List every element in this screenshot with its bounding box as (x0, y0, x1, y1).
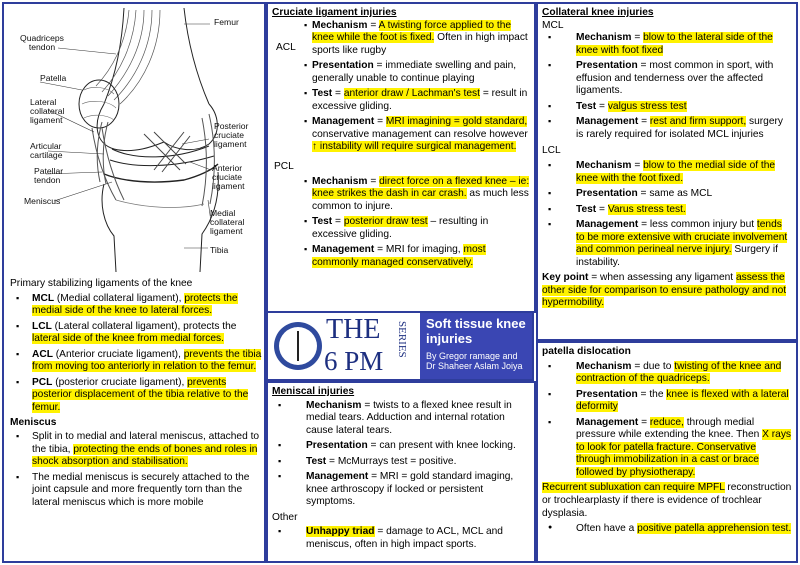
acl-presentation: ▪ Presentation = immediate swelling and pain, generally unable to continue playing (298, 60, 530, 85)
logo-series: SERIES (396, 321, 408, 358)
list-item-acl: ▪ ACL (Anterior cruciate ligament), prevents the tibia from moving too anteriorly in relation to the femur. (10, 349, 262, 374)
mcl-presentation: ▪ Presentation = most common in sport, with effusion and tenderness over the affected ligaments. (542, 60, 792, 98)
label-meniscus: Meniscus (24, 196, 61, 206)
acl-management: ▪ Management = MRI imagining = gold standard, conservative management can resolve however ↑ instability will require surgical management. (298, 116, 530, 154)
meniscal-title: Meniscal injuries (272, 386, 355, 397)
mcl-test: ▪ Test = valgus stress test (542, 101, 792, 114)
up-arrow-icon: ↑ (312, 141, 318, 153)
panel-patella (536, 341, 798, 563)
mcl-management: ▪ Management = rest and firm support, surgery is rarely required for isolated MCL injuries (542, 116, 792, 141)
page-title: Soft tissue knee injuries (426, 316, 526, 347)
label-patella: Patella (40, 73, 67, 83)
key-point: Key point = when assessing any ligament assess the other side for comparison to ensure pathology and not hypermobility. (542, 272, 787, 309)
meniscal-test: ▪ Test = McMurrays test = positive. (272, 456, 530, 469)
acl-label: ACL (276, 41, 296, 53)
label-femur: Femur (214, 17, 239, 27)
meniscal-management: ▪ Management = MRI = gold standard imaging, knee arthroscopy if locked or persistent symptoms. (272, 471, 530, 509)
label-quadriceps-tendon: Quadriceps tendon (20, 33, 64, 53)
patella-management: ▪ Management = reduce, through medial pressure while extending the knee. Then X rays to look for patella fracture. Conservative through immobilization in a cast or brace followed by physiotherapy. (542, 417, 792, 480)
lcl-test: ▪ Test = Varus stress test. (542, 204, 792, 217)
label-articular-cartilage: Articular cartilage (30, 141, 63, 161)
list-item-meniscus-split: ▪ Split in to medial and lateral meniscus, attached to the tibia, protecting the ends of bones and roles in shock absorption and stabilisation. (10, 431, 262, 469)
logo-6pm: 6 PM (324, 346, 384, 376)
unhappy-triad: ▪ Unhappy triad = damage to ACL, MCL and meniscus, often in high impact sports. (272, 526, 530, 551)
patella-apprehension: ● Often have a positive patella apprehension test. (542, 523, 792, 536)
acl-mechanism: ▪ Mechanism = A twisting force applied to the knee while the foot is fixed. Often in high impact sports like rugby (298, 20, 530, 58)
meniscal-presentation: ▪ Presentation = can present with knee locking. (272, 440, 530, 453)
six-pm-logo (268, 313, 420, 379)
pcl-label: PCL (274, 161, 294, 173)
primary-ligaments-section (10, 278, 262, 512)
meniscal-mechanism: ▪ Mechanism = twists to a flexed knee result in medial tears. Adduction and internal rotation cause lateral tears. (272, 400, 530, 438)
collateral-title: Collateral knee injuries (542, 7, 654, 18)
patella-mechanism: ▪ Mechanism = due to twisting of the knee and contraction of the quadriceps. (542, 361, 792, 386)
panel-cruciate (266, 2, 536, 313)
panel-anatomy (2, 2, 266, 563)
panel-collateral (536, 2, 798, 341)
patella-presentation: ▪ Presentation = the knee is flexed with a lateral deformity (542, 389, 792, 414)
patella-title: patella dislocation (542, 346, 631, 357)
lcl-presentation: ▪ Presentation = same as MCL (542, 188, 792, 201)
label-anterior-cruciate: Anterior cruciate ligament (212, 163, 245, 192)
label-posterior-cruciate: Posterior cruciate ligament (214, 121, 249, 150)
recurrent-subluxation: Recurrent subluxation can require MPFL reconstruction or trochlearplasty if there is evidence of trochlear dysplasia. (542, 482, 792, 519)
logo-the: THE (326, 314, 381, 345)
lcl-label: LCL (542, 145, 561, 157)
pcl-management: ▪ Management = MRI for imaging, most commonly managed conservatively. (298, 244, 530, 269)
list-item-pcl: ▪ PCL (posterior cruciate ligament), prevents posterior displacement of the tibia relative to the femur. (10, 377, 262, 415)
panel-meniscal (266, 381, 536, 563)
list-item-lcl: ▪ LCL (Lateral collateral ligament), protects the lateral side of the knee from medial forces. (10, 321, 262, 346)
acl-block (272, 20, 530, 157)
knee-diagram (4, 4, 266, 276)
label-tibia: Tibia (210, 245, 229, 255)
pcl-test: ▪ Test = posterior draw test – resulting in excessive gliding. (298, 216, 530, 241)
other-label: Other (272, 511, 298, 523)
title-box (420, 313, 532, 379)
pcl-mechanism: ▪ Mechanism = direct force on a flexed knee – ie: knee strikes the dash in car crash. as much less common to injure. (298, 176, 530, 214)
label-medial-collateral: Medial collateral ligament (210, 208, 245, 237)
label-patellar-tendon: Patellar tendon (34, 166, 64, 186)
label-lateral-collateral: Lateral collateral ligament (30, 97, 65, 126)
lcl-management: ▪ Management = less common injury but tends to be more extensive with cruciate involvement and common perineal nerve injury. Surgery if instability. (542, 219, 792, 269)
authors: By Gregor ramage and Dr Shaheer Aslam Joiya (426, 350, 523, 372)
mcl-label: MCL (542, 19, 564, 31)
mcl-mechanism: ▪ Mechanism = blow to the lateral side of the knee with foot fixed (542, 32, 792, 57)
list-item-mcl: ▪ MCL (Medial collateral ligament), protects the medial side of the knee to lateral forces. (10, 293, 262, 318)
primary-intro: Primary stabilizing ligaments of the knee (10, 278, 193, 289)
title-banner (266, 311, 534, 381)
list-item-medial-meniscus: ▪ The medial meniscus is securely attached to the joint capsule and more frequently torn than the lateral meniscus which is more mobile (10, 472, 262, 510)
cruciate-title: Cruciate ligament injuries (272, 7, 397, 18)
acl-test: ▪ Test = anterior draw / Lachman's test = result in excessive gliding. (298, 88, 530, 113)
lcl-mechanism: ▪ Mechanism = blow to the medial side of the knee with the foot fixed. (542, 160, 792, 185)
meniscus-heading: Meniscus (10, 417, 57, 429)
